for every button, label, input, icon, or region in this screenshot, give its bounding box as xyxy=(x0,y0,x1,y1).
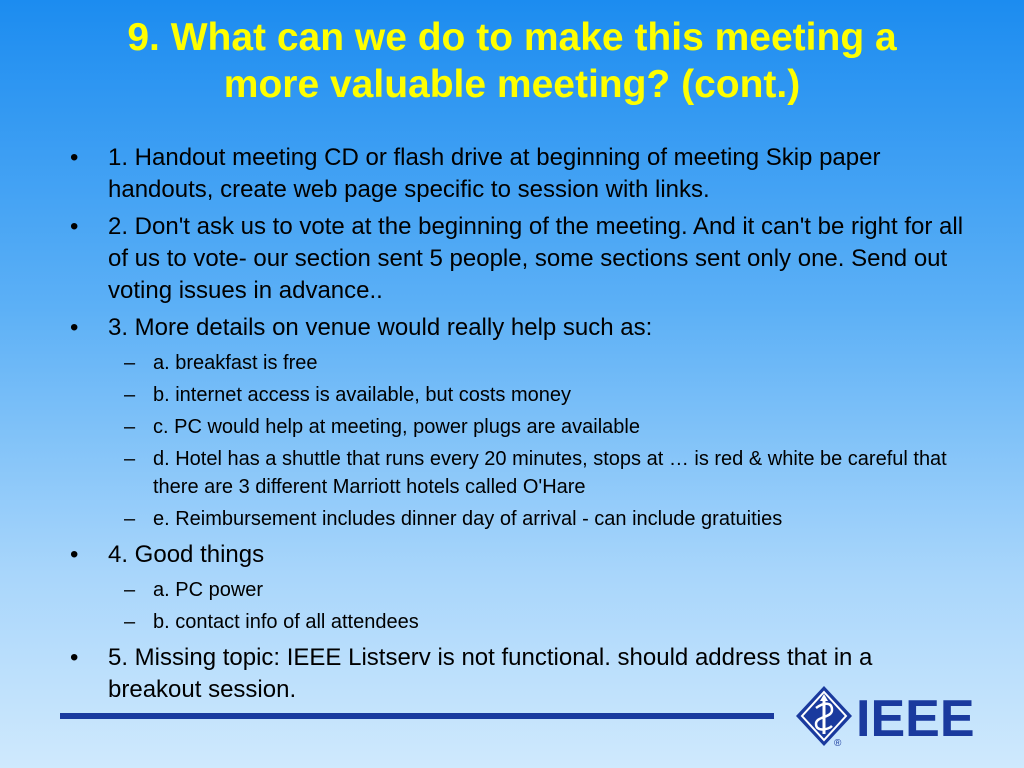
bullet-icon: • xyxy=(70,314,79,341)
bullet-item xyxy=(68,312,968,344)
dash-icon: – xyxy=(124,508,136,530)
title-line-1: 9. What can we do to make this meeting a xyxy=(127,16,897,59)
bullet-item xyxy=(68,142,968,206)
sub-bullet-text: b. internet access is available, but costs money xyxy=(153,384,571,406)
sub-bullet-text: d. Hotel has a shuttle that runs every 20 minutes, stops at … is red & white be careful that there are 3 different Marriott hotels called O'Hare xyxy=(153,448,947,498)
bullet-item xyxy=(68,539,968,571)
bullet-list xyxy=(68,142,968,711)
sub-bullet-text: e. Reimbursement includes dinner day of arrival - can include gratuities xyxy=(153,508,783,530)
bullet-icon: • xyxy=(70,213,79,240)
sub-bullet-text: a. PC power xyxy=(153,579,264,601)
ieee-logo xyxy=(794,684,994,748)
sub-bullet-item xyxy=(68,608,968,636)
dash-icon: – xyxy=(124,352,136,374)
sub-bullet-item xyxy=(68,576,968,604)
registered-mark: ® xyxy=(834,738,842,748)
bullet-text: 4. Good things xyxy=(108,541,265,568)
slide-title xyxy=(0,14,1024,108)
footer-divider xyxy=(60,713,774,719)
bullet-text: 1. Handout meeting CD or flash drive at beginning of meeting Skip paper handouts, create web page specific to session with links. xyxy=(108,144,881,203)
bullet-icon: • xyxy=(70,644,79,671)
bullet-text: 5. Missing topic: IEEE Listserv is not functional. should address that in a breakout session. xyxy=(108,644,873,703)
sub-bullet-item xyxy=(68,505,968,533)
sub-bullet-list xyxy=(68,349,968,533)
dash-icon: – xyxy=(124,611,136,633)
sub-bullet-text: a. breakfast is free xyxy=(153,352,318,374)
ieee-wordmark: IEEE xyxy=(856,690,975,748)
sub-bullet-item xyxy=(68,381,968,409)
dash-icon: – xyxy=(124,416,136,438)
bullet-text: 3. More details on venue would really help such as: xyxy=(108,314,653,341)
sub-bullet-text: c. PC would help at meeting, power plugs are available xyxy=(153,416,640,438)
title-line-2: more valuable meeting? (cont.) xyxy=(223,63,801,106)
bullet-text: 2. Don't ask us to vote at the beginning of the meeting. And it can't be right for all of us to vote- our section sent 5 people, some sections sent only one. Send out voting issues in advance.. xyxy=(108,213,964,304)
sub-bullet-item xyxy=(68,413,968,441)
dash-icon: – xyxy=(124,579,136,601)
dash-icon: – xyxy=(124,448,136,470)
bullet-item xyxy=(68,211,968,307)
sub-bullet-item xyxy=(68,445,968,501)
bullet-icon: • xyxy=(70,541,79,568)
dash-icon: – xyxy=(124,384,136,406)
bullet-icon: • xyxy=(70,144,79,171)
sub-bullet-list xyxy=(68,576,968,636)
sub-bullet-text: b. contact info of all attendees xyxy=(153,611,419,633)
ieee-diamond-icon xyxy=(796,686,852,746)
sub-bullet-item xyxy=(68,349,968,377)
